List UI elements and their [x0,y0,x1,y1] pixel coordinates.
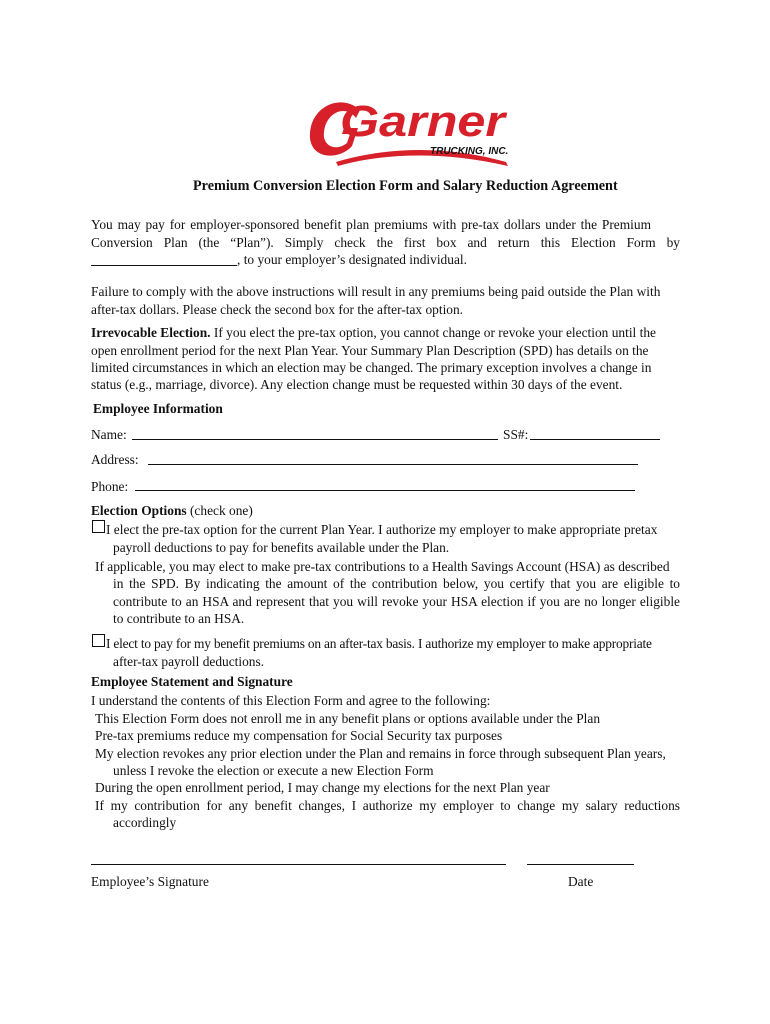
hsa-line-4: to contribute to an HSA. [113,611,245,626]
form-title: Premium Conversion Election Form and Salary Reduction Agreement [193,178,618,194]
statement-item-3: My election revokes any prior election under the Plan and remains in force through subsequent Plan years, [95,746,666,761]
irrevocable-line-1 [91,324,656,342]
name-label: Name: [91,427,127,442]
address-field[interactable] [148,464,638,465]
hsa-line-3: contribute to an HSA and represent that you will revoke your HSA election if you are no longer eligible [113,594,680,609]
signature-field[interactable] [91,864,506,865]
election-options-title [91,502,253,520]
irrevocable-line-4: status (e.g., marriage, divorce). Any election change must be requested within 30 days of the event. [91,377,623,392]
irrevocable-heading: Irrevocable Election. [91,325,211,340]
hsa-line-2: in the SPD. By indicating the amount of the contribution below, you certify that you are eligible to [113,576,680,591]
aftertax-option-line-1: I elect to pay for my benefit premiums on an after-tax basis. I authorize my employer to make appropriate [106,636,652,651]
intro-line-2: Conversion Plan (the “Plan”). Simply check the first box and return this Election Form by [91,235,680,250]
garner-trucking-logo [300,88,515,178]
irrevocable-text-1: If you elect the pre-tax option, you cannot change or revoke your election until the [213,325,656,340]
aftertax-checkbox[interactable] [92,634,105,647]
phone-label: Phone: [91,479,129,494]
ss-field[interactable] [530,439,660,440]
failure-line-1: Failure to comply with the above instructions will result in any premiums being paid outside the Plan with [91,284,661,299]
address-label: Address: [91,452,139,467]
pretax-option-line-2: payroll deductions to pay for benefits available under the Plan. [113,540,450,555]
intro-line-1: You may pay for employer-sponsored benefit plan premiums with pre-tax dollars under the Premium [91,217,651,232]
hsa-line-1: If applicable, you may elect to make pre-tax contributions to a Health Savings Account (HSA) as described [95,559,670,574]
statement-intro: I understand the contents of this Election Form and agree to the following: [91,693,491,708]
signature-label: Employee’s Signature [91,874,209,889]
name-field[interactable] [132,439,498,440]
return-by-blank[interactable] [91,265,237,266]
date-field[interactable] [527,864,634,865]
statement-item-3-cont: unless I revoke the election or execute a new Election Form [113,763,434,778]
phone-field[interactable] [135,490,635,491]
irrevocable-line-2: open enrollment period for the next Plan Year. Your Summary Plan Description (SPD) has details on the [91,343,649,358]
pretax-option-line-1: I elect the pre-tax option for the current Plan Year. I authorize my employer to make appropriate pretax [106,522,658,537]
statement-item-4: During the open enrollment period, I may change my elections for the next Plan year [95,780,550,795]
election-options-heading: Election Options [91,503,187,518]
statement-heading: Employee Statement and Signature [91,674,293,689]
intro-line-3: , to your employer’s designated individual. [237,252,467,267]
failure-line-2: after-tax dollars. Please check the second box for the after-tax option. [91,302,464,317]
statement-item-5: If my contribution for any benefit changes, I authorize my employer to change my salary reductions [95,798,680,813]
statement-item-2: Pre-tax premiums reduce my compensation for Social Security tax purposes [95,728,503,743]
employee-info-heading: Employee Information [93,401,223,416]
statement-item-1: This Election Form does not enroll me in any benefit plans or options available under the Plan [95,711,601,726]
logo-wordmark: Garner [340,97,509,146]
ss-label: SS#: [503,427,529,442]
logo-subtitle: TRUCKING, INC. [430,146,509,157]
election-options-note: (check one) [189,503,253,518]
pretax-checkbox[interactable] [92,520,105,533]
date-label: Date [568,874,594,889]
statement-item-5-cont: accordingly [113,815,177,830]
aftertax-option-line-2: after-tax payroll deductions. [113,654,265,669]
irrevocable-line-3: limited circumstances in which an election may be changed. The primary exception involves a change in [91,360,652,375]
